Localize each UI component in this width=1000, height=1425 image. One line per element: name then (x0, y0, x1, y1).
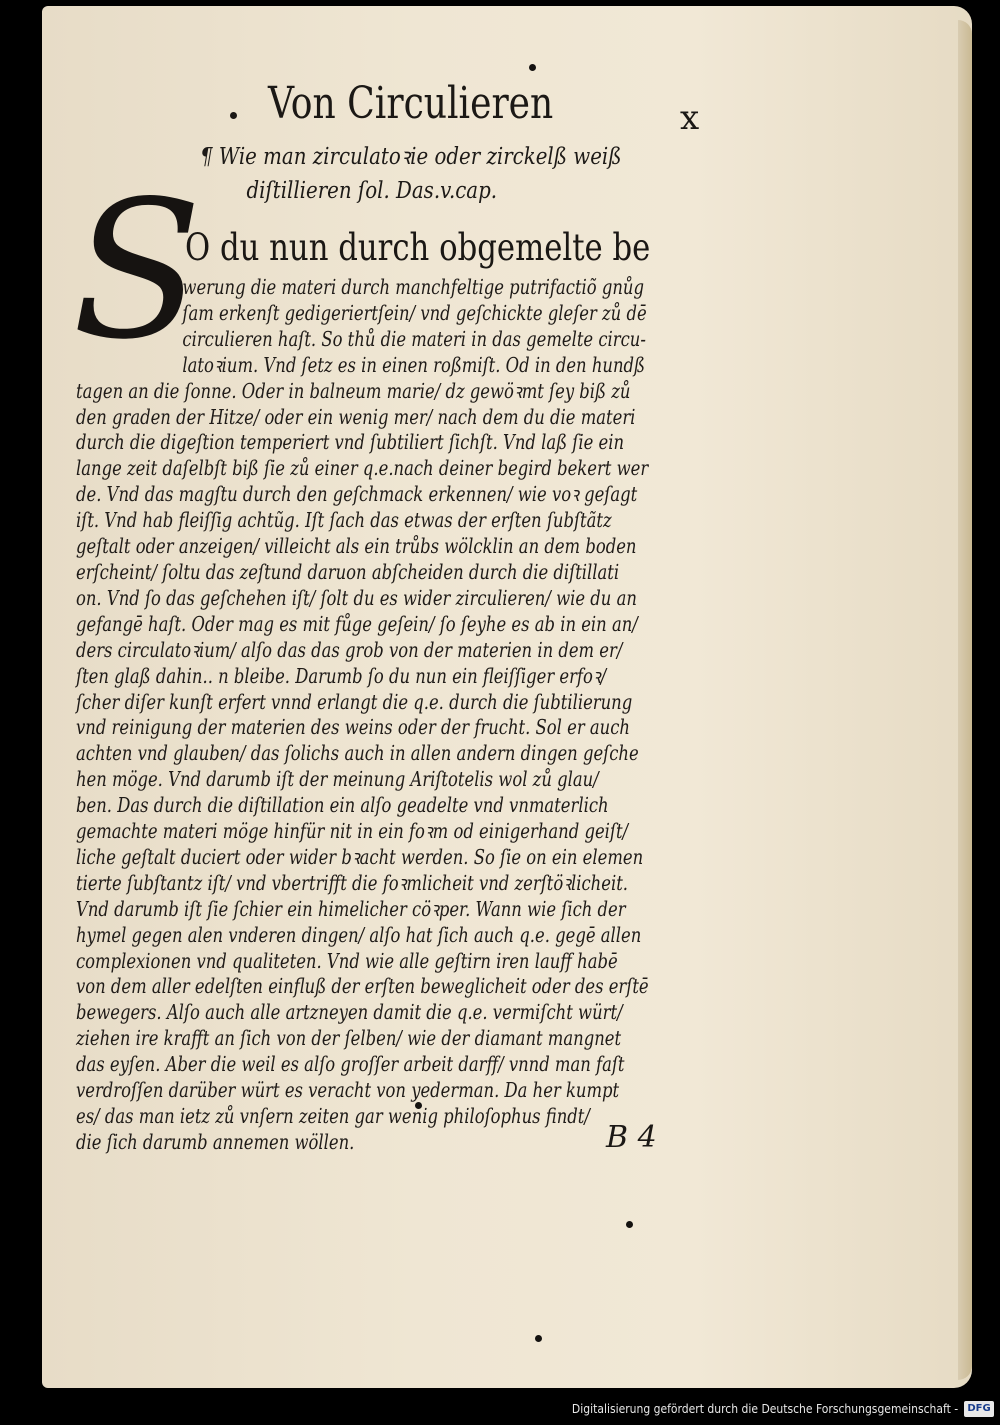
text-line: ſam erkenſt gedigeriertſein/ vnd geſchickte gleſer zů dē (182, 300, 647, 325)
text-line: lange zeit daſelbſt biß ſie zů einer q.e.nach deiner begird bekert wer (76, 456, 649, 481)
text-line: circulieren haſt. So thů die materi in das gemelte circu- (182, 326, 646, 351)
text-line: es/ das man ietz zů vnſern zeiten gar wenig philoſophus findt/ (76, 1104, 590, 1128)
text-line: latoꝛium. Vnd ſetz es in einen roßmiſt. Od in den hundß (182, 352, 645, 377)
text-line: verdroſſen darüber würt es veracht von yederman. Da her kumpt (76, 1078, 620, 1103)
signature-mark: B 4 (606, 1120, 657, 1155)
text-line: tierte ſubſtantz iſt/ vnd vbertrifft die foꝛmlicheit vnd zerſtöꝛlicheit. (76, 870, 628, 895)
text-line: durch die digeſtion temperiert vnd ſubtiliert ſichſt. Vnd laß ſie ein (76, 430, 625, 455)
dfg-logo-icon[interactable]: DFG (964, 1401, 994, 1417)
text-line: liche geſtalt duciert oder wider bꝛacht werden. So ſie on ein elemen (76, 844, 644, 869)
text-line: on. Vnd ſo das geſchehen iſt/ ſolt du es wider zirculieren/ wie du an (76, 585, 637, 610)
text-line: hymel gegen alen vnderen dingen/ alſo hat ſich auch q.e. gegē allen (76, 922, 642, 947)
text-line: achten vnd glauben/ das ſolichs auch in allen andern dingen geſche (76, 741, 639, 766)
text-line: die ſich darumb annemen wöllen. (76, 1129, 355, 1154)
paper-speck (535, 1335, 542, 1342)
text-line: das eyſen. Aber die weil es alſo groſſer arbeit darff/ vnnd man faſt (76, 1052, 625, 1077)
text-line: gefangē haſt. Oder mag es mit fůge geſein/ ſo ſeyhe es ab in ein an/ (76, 611, 638, 636)
text-line: ſcher diſer kunſt erfert vnnd erlangt die q.e. durch die ſubtilierung (76, 689, 633, 714)
text-line: ſten glaß dahin.. n bleibe. Darumb ſo du nun ein fleiſſiger erfoꝛ/ (76, 663, 607, 688)
text-line: gemachte materi möge hinfür nit in ein foꝛm od einigerhand geiſt/ (76, 819, 629, 844)
text-line: hen möge. Vnd darumb iſt der meinung Ariſtotelis wol zů glau/ (76, 767, 599, 792)
text-line: vnd reinigung der materien des weins oder der frucht. Sol er auch (76, 715, 630, 740)
chapter-heading (200, 140, 622, 208)
decorated-initial: S (72, 160, 203, 381)
text-line: werung die materi durch manchfeltige putrifactiõ gnůg (182, 275, 644, 299)
folio-number: x (680, 98, 700, 138)
text-line: erſcheint/ ſoltu das zeſtund daruon abſcheiden durch die diſtillati (76, 559, 620, 584)
paper-edge (958, 20, 972, 1380)
paper-speck (626, 1221, 633, 1228)
chapter-heading-line: ¶ Wie man zirculatoꝛie oder zirckelß weiß (200, 144, 622, 170)
text-line: Vnd darumb iſt ſie ſchier ein himelicher cöꝛper. Wann wie ſich der (76, 896, 626, 921)
footer-bar (0, 1395, 1000, 1425)
first-line: O du nun durch obgemelte be (185, 226, 651, 269)
paper-speck (529, 64, 536, 71)
text-line: von dem aller edelſten einfluß der erſten beweglicheit oder des erſtē (76, 974, 649, 999)
text-line: geſtalt oder anzeigen/ villeicht als ein trůbs wölcklin an dem boden (76, 534, 637, 559)
text-line: de. Vnd das magſtu durch den geſchmack erkennen/ wie voꝛ geſagt (76, 482, 638, 507)
text-line: iſt. Vnd hab fleiſſig achtũg. Iſt ſach das etwas der erſten ſubſtãtz (76, 508, 612, 533)
text-line: bewegers. Alſo auch alle artzneyen damit die q.e. vermiſcht würt/ (76, 1000, 623, 1025)
body-text (76, 275, 684, 1156)
text-line: ben. Das durch die diſtillation ein alſo geadelte vnd vnmaterlich (76, 793, 609, 818)
running-head: Von Circulieren (268, 78, 554, 129)
text-line: ziehen ire krafft an ſich von der ſelben/ wie der diamant mangnet (76, 1026, 622, 1051)
text-line: ders circulatoꝛium/ alſo das das grob von der materien in dem er/ (76, 637, 623, 662)
text-line: complexionen vnd qualiteten. Vnd wie alle geſtirn iren lauff habē (76, 948, 618, 973)
text-line: tagen an die ſonne. Oder in balneum marie/ dz gewöꝛmt ſey biß zů (76, 378, 631, 403)
head-dot (230, 112, 237, 119)
footer-credit: Digitalisierung gefördert durch die Deutsche Forschungsgemeinschaft - (571, 1402, 958, 1416)
text-line: den graden der Hitze/ oder ein wenig mer/ nach dem du die materi (76, 404, 636, 429)
chapter-heading-line: diſtillieren ſol. Das.v.cap. (246, 178, 498, 204)
